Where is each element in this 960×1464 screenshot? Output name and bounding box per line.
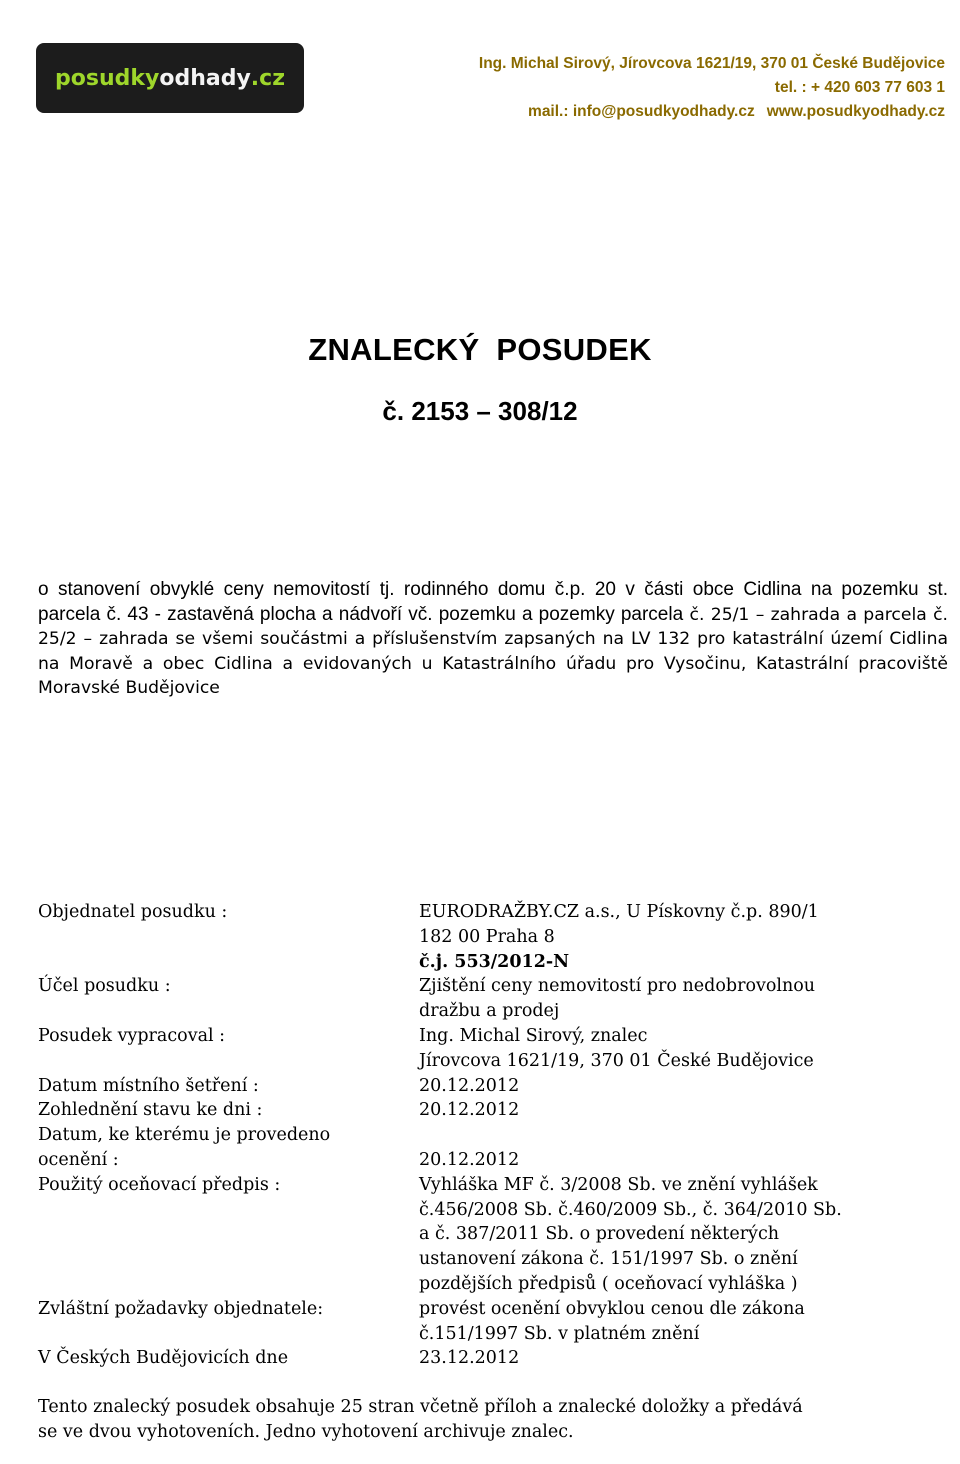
author-line: Jírovcova 1621/19, 370 01 České Budějovice: [419, 1050, 814, 1071]
detail-row-inspection: [38, 1074, 948, 1099]
logo-text-part2: odhady: [159, 65, 251, 91]
intro-paragraph: [38, 578, 948, 701]
footer-line: se ve dvou vyhotoveních. Jedno vyhotovení archivuje znalec.: [38, 1421, 574, 1442]
special-line: č.151/1997 Sb. v platném znění: [419, 1323, 700, 1344]
purpose-label: Účel posudku :: [38, 976, 171, 997]
header-phone: tel. : + 420 603 77 603 1: [774, 79, 945, 96]
header-mail-web: [385, 100, 945, 124]
special-label: Zvláštní požadavky objednatele:: [38, 1298, 324, 1319]
client-label: Objednatel posudku :: [38, 902, 228, 922]
detail-row-state: [38, 1098, 948, 1123]
valuation-label-cont: ocenění :: [38, 1149, 119, 1170]
client-line: 182 00 Praha 8: [419, 926, 555, 947]
detail-row-valuation: [38, 1123, 948, 1148]
header-contact-block: [385, 52, 945, 124]
place-date-value: 23.12.2012: [419, 1348, 520, 1369]
client-reference: č.j. 553/2012-N: [419, 951, 570, 972]
regulation-line: a č. 387/2011 Sb. o provedení některých: [419, 1224, 780, 1245]
author-label: Posudek vypracoval :: [38, 1025, 226, 1046]
state-value: 20.12.2012: [419, 1100, 520, 1121]
regulation-line: Vyhláška MF č. 3/2008 Sb. ve znění vyhlášek: [419, 1174, 818, 1195]
inspection-label: Datum místního šetření :: [38, 1075, 259, 1096]
author-value: [419, 1024, 948, 1074]
author-line: Ing. Michal Sirový, znalec: [419, 1025, 648, 1046]
detail-row-valuation-cont: [38, 1148, 948, 1173]
client-value: [419, 900, 948, 974]
state-label: Zohlednění stavu ke dni :: [38, 1100, 263, 1121]
intro-rest: č. 25/1 – zahrada a parcela č. 25/2 – zahrada se všemi součástmi a příslušenstvím zapsaných na LV 132 pro katastrální území Cidlina na Moravě a obec Cidlina a evidovaných u Katastrálního úřadu pro Vysočinu, Katastrální pracoviště Moravské Budějovice: [38, 604, 949, 699]
detail-row-special: [38, 1297, 948, 1347]
detail-row-regulation: [38, 1173, 948, 1297]
detail-row-author: [38, 1024, 948, 1074]
regulation-line: ustanovení zákona č. 151/1997 Sb. o znění: [419, 1249, 798, 1270]
intro-lead: o stanovení obvyklé ceny nemovitostí tj. rodinného domu č.p. 20 v části obce Cidlina na pozemku st. parcela č. 43 - zastavěná plocha a nádvoří vč. pozemku a pozemky parcela: [38, 579, 948, 625]
regulation-line: č.456/2008 Sb. č.460/2009 Sb., č. 364/2010 Sb.: [419, 1199, 842, 1220]
valuation-label: Datum, ke kterému je provedeno: [38, 1125, 331, 1146]
detail-row-place-date: [38, 1346, 948, 1371]
header-mail[interactable]: mail.: info@posudkyodhady.cz: [528, 103, 755, 120]
purpose-line: dražbu a prodej: [419, 1001, 560, 1022]
regulation-line: pozdějších předpisů ( oceňovací vyhláška ): [419, 1273, 798, 1294]
purpose-value: [419, 974, 948, 1024]
document-title: ZNALECKÝ POSUDEK: [308, 332, 652, 367]
inspection-value: 20.12.2012: [419, 1075, 520, 1096]
header-address: Ing. Michal Sirový, Jírovcova 1621/19, 370 01 České Budějovice: [478, 55, 945, 72]
purpose-line: Zjištění ceny nemovitostí pro nedobrovolnou: [419, 976, 816, 997]
document-number: č. 2153 – 308/12: [382, 396, 578, 426]
regulation-value: [419, 1173, 948, 1297]
footer-note: [38, 1395, 938, 1445]
logo-text-part1: posudky: [54, 65, 160, 91]
detail-row-client: [38, 900, 948, 974]
logo-text-part3: .cz: [250, 65, 285, 91]
special-value: [419, 1297, 948, 1347]
details-table: [38, 900, 948, 1371]
valuation-value: 20.12.2012: [419, 1149, 520, 1170]
special-line: provést ocenění obvyklou cenou dle zákona: [419, 1298, 805, 1319]
regulation-label: Použitý oceňovací předpis :: [38, 1174, 281, 1195]
place-label: V Českých Budějovicích dne: [38, 1348, 289, 1369]
footer-line: Tento znalecký posudek obsahuje 25 stran včetně příloh a znalecké doložky a předává: [38, 1397, 803, 1417]
client-line: EURODRAŽBY.CZ a.s., U Pískovny č.p. 890/1: [419, 902, 819, 922]
detail-row-purpose: [38, 974, 948, 1024]
company-logo: [36, 43, 304, 113]
header-web[interactable]: www.posudkyodhady.cz: [766, 103, 945, 120]
